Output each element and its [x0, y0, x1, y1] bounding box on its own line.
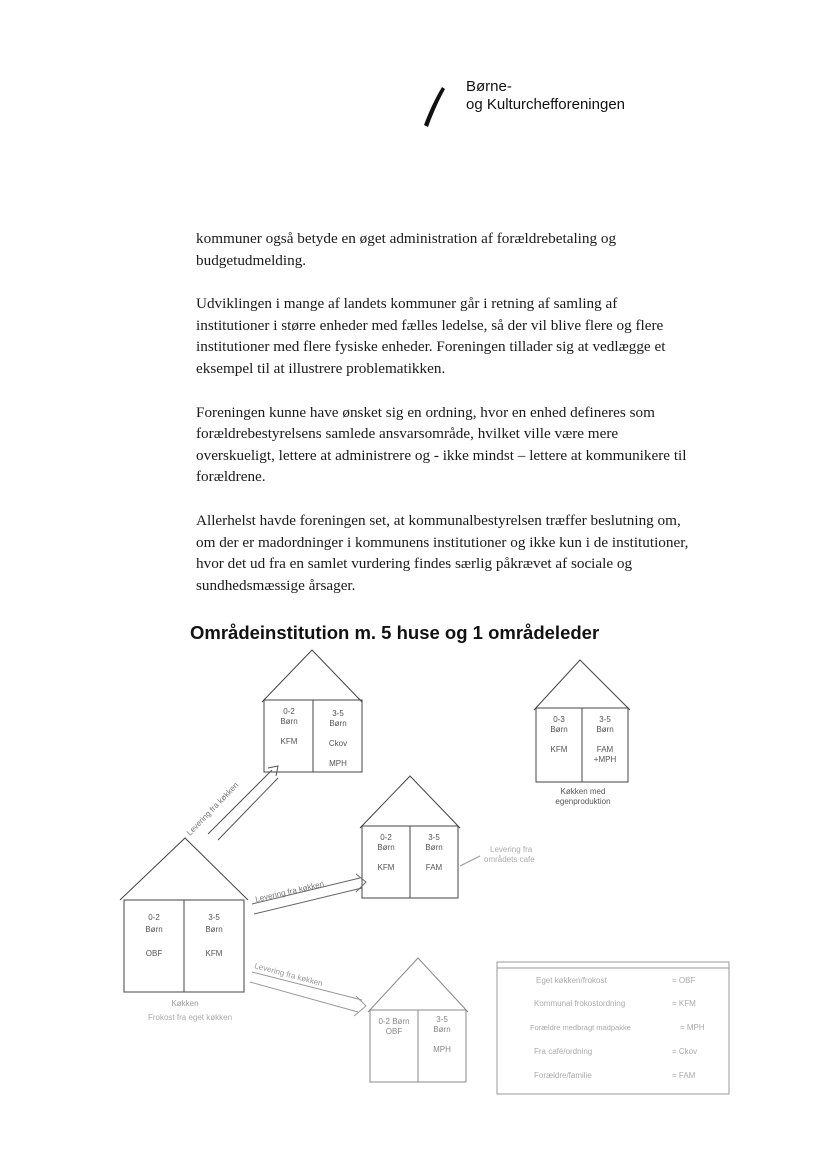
legend-label: Forældre/familie [534, 1071, 592, 1080]
house-label: Børn [596, 725, 614, 734]
legend-code: = KFM [672, 999, 696, 1008]
org-logo-text [466, 78, 625, 114]
house-label: 3-5 [428, 833, 440, 842]
text-line: Udviklingen i mange af landets kommuner går i retning af samling af [196, 295, 618, 313]
house-label: 0-2 [283, 707, 295, 716]
house-caption: Køkken med [560, 787, 606, 796]
house-label: 0-2 [380, 833, 392, 842]
house-label: 0-3 [553, 715, 565, 724]
legend-label: Fra café/ordning [534, 1047, 593, 1056]
house-label: OBF [385, 1027, 403, 1036]
house-caption: Køkken [171, 999, 199, 1008]
house-label: FAM [596, 745, 614, 754]
house-label: FAM [425, 863, 443, 872]
house-label: 0-2 Børn [378, 1017, 410, 1026]
house-3 [360, 776, 460, 898]
text-line: overskueligt, lettere at administrere og - ikke mindst – lettere at kommunikere til [196, 446, 687, 464]
house-label: Børn [280, 717, 298, 726]
legend-code: = MPH [680, 1023, 705, 1032]
org-name-line2: og Kulturchefforeningen [466, 96, 626, 113]
text-line: om der er madordninger i kommunens institutioner og ikke kun i de institutioner, [196, 533, 689, 551]
house-label: 3-5 [599, 715, 611, 724]
legend-label: Eget køkken/frokost [536, 976, 607, 985]
text-line: Allerhelst havde foreningen set, at kommunalbestyrelsen træffer beslutning om, [196, 511, 681, 529]
house-4 [120, 838, 248, 992]
legend-label: Kommunal frokostordning [534, 999, 626, 1008]
text-line: eksempel til at illustrere problematikken. [196, 359, 446, 377]
paragraph-1 [196, 228, 756, 271]
house-caption: Frokost fra eget køkken [147, 1013, 233, 1022]
text-line: budgetudmelding. [196, 251, 307, 269]
side-note: områdets cafe [484, 855, 535, 864]
paragraph-2 [196, 293, 756, 379]
house-label: MPH [433, 1045, 451, 1054]
arrow-labels [185, 781, 535, 989]
house-label: 3-5 [208, 913, 220, 922]
arrow-label: Levering fra køkken [184, 780, 241, 838]
house-label: KFM [550, 745, 568, 754]
institution-diagram [0, 640, 826, 1120]
text-line: forældrebestyrelsens samlede ansvarsområde, hvilket ville være mere [196, 425, 619, 443]
house-caption: egenproduktion [555, 797, 611, 806]
legend-code: = OBF [672, 976, 696, 985]
legend-code: = Ckov [672, 1047, 698, 1056]
house-label: Børn [145, 925, 163, 934]
house-label: KFM [280, 737, 298, 746]
house-label: OBF [145, 949, 163, 958]
house-label: Børn [433, 1025, 451, 1034]
org-name-line1: Børne- [466, 78, 512, 95]
house-label: KFM [205, 949, 223, 958]
house-label: 3-5 [332, 709, 344, 718]
house-label: 3-5 [436, 1015, 448, 1024]
house-1 [262, 650, 362, 772]
house-label: Børn [205, 925, 223, 934]
house-label: MPH [329, 759, 347, 768]
legend-label: Forældre medbragt madpakke [530, 1023, 631, 1032]
paragraph-3 [196, 402, 756, 488]
logo-slash-icon [420, 85, 450, 129]
house-label: Ckov [328, 739, 348, 748]
figure-title: Områdeinstitution m. 5 huse og 1 områdeleder [190, 622, 600, 643]
body-text [196, 228, 756, 618]
side-note: Levering fra [490, 845, 533, 854]
text-line: sundhedsmæssige årsager. [196, 576, 356, 594]
legend-code: = FAM [672, 1071, 696, 1080]
house-label: KFM [377, 863, 395, 872]
arrow-label: Levering fra køkken [254, 879, 325, 904]
text-line: Foreningen kunne have ønsket sig en ordning, hvor en enhed defineres som [196, 403, 655, 421]
house-label: Børn [425, 843, 443, 852]
text-line: forældrene. [196, 468, 266, 486]
house-label: Børn [329, 719, 347, 728]
house-label: +MPH [593, 755, 617, 764]
paragraph-4 [196, 510, 756, 596]
text-line: institutioner i større enheder med fælles ledelse, så der vil blive flere og flere [196, 316, 664, 334]
house-label: Børn [550, 725, 568, 734]
house-label: 0-2 [148, 913, 160, 922]
side-arrow [460, 856, 480, 866]
text-line: institutioner med flere fysiske enheder. Foreningen tillader sig at vedlægge et [196, 338, 666, 356]
legend-entries [530, 976, 705, 1080]
text-line: hvor det ud fra en samlet vurdering findes særlig påkrævet af sociale og [196, 555, 633, 573]
house-label: Børn [377, 843, 395, 852]
text-line: kommuner også betyde en øget administration af forældrebetaling og [196, 230, 617, 247]
arrow-label: Levering fra køkken [253, 961, 324, 989]
